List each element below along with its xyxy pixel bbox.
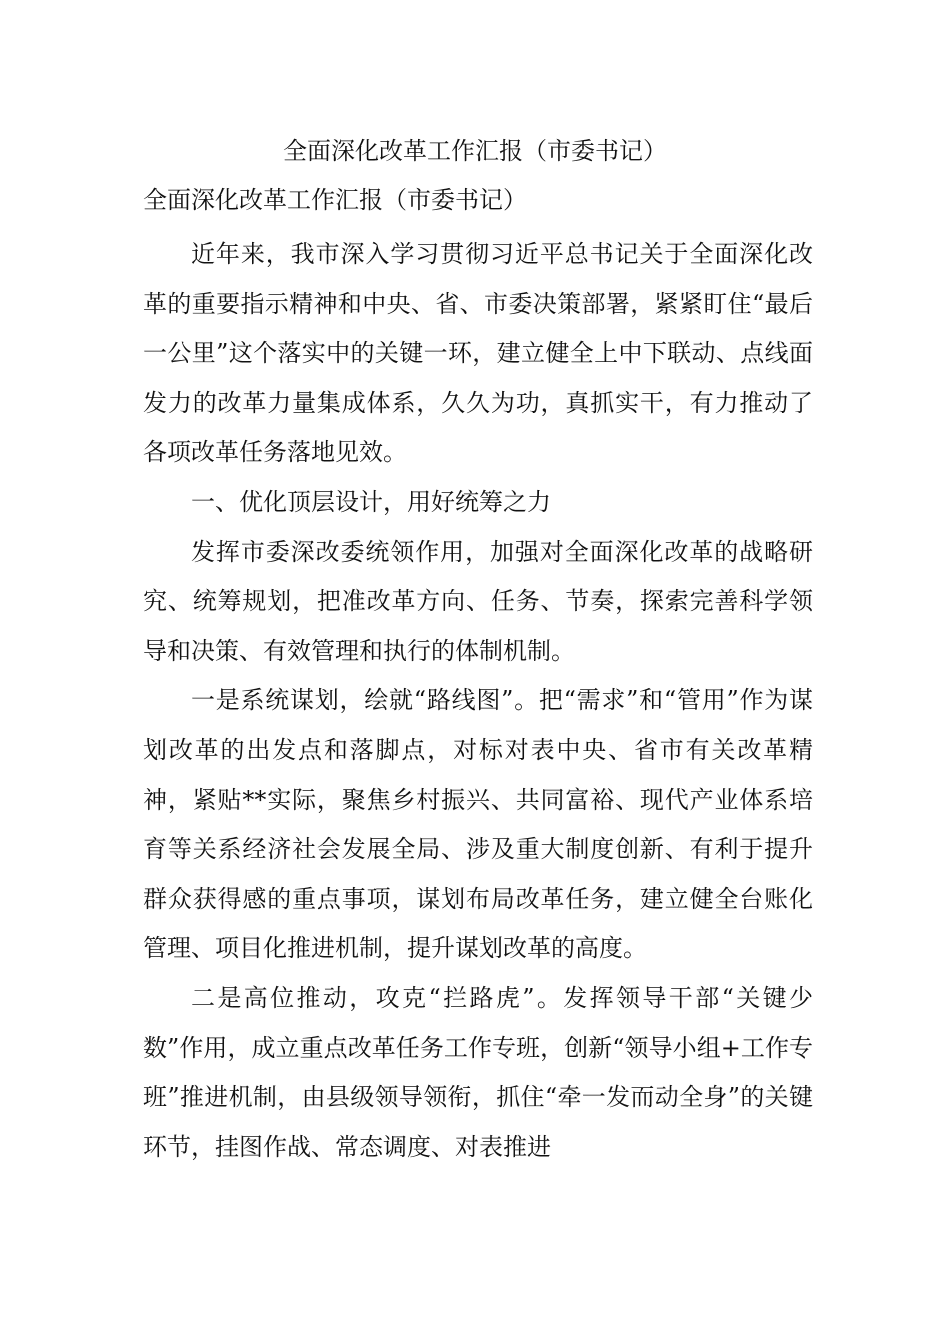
section-paragraph: 发挥市委深改委统领作用，加强对全面深化改革的战略研究、统筹规划，把准改革方向、任务、节奏，探索完善科学领导和决策、有效管理和执行的体制机制。 [143, 537, 813, 665]
intro-paragraph: 近年来，我市深入学习贯彻习近平总书记关于全面深化改革的重要指示精神和中央、省、市委决策部署，紧紧盯住“最后一公里”这个落实中的关键一环，建立健全上中下联动、点线面发力的改革力量集成体系，久久为功，真抓实干，有力推动了各项改革任务落地见效。 [143, 240, 813, 467]
document-title: 全面深化改革工作汇报（市委书记） [283, 137, 667, 165]
section-heading: 一、优化顶层设计，用好统筹之力 [191, 487, 551, 516]
point-one-paragraph: 一是系统谋划，绘就“路线图”。把“需求”和“管用”作为谋划改革的出发点和落脚点，对标对表中央、省市有关改革精神，紧贴**实际，聚焦乡村振兴、共同富裕、现代产业体系培育等关系经济社会发展全局、涉及重大制度创新、有利于提升群众获得感的重点事项，谋划布局改革任务，建立健全台账化管理、项目化推进机制，提升谋划改革的高度。 [143, 686, 813, 963]
document-subtitle: 全面深化改革工作汇报（市委书记） [143, 186, 527, 214]
point-two-paragraph: 二是高位推动，攻克“拦路虎”。发挥领导干部“关键少数”作用，成立重点改革任务工作专班，创新“领导小组+工作专班”推进机制，由县级领导领衔，抓住“牵一发而动全身”的关键环节，挂图作战、常态调度、对表推进 [143, 983, 813, 1161]
document-body [143, 230, 813, 1172]
